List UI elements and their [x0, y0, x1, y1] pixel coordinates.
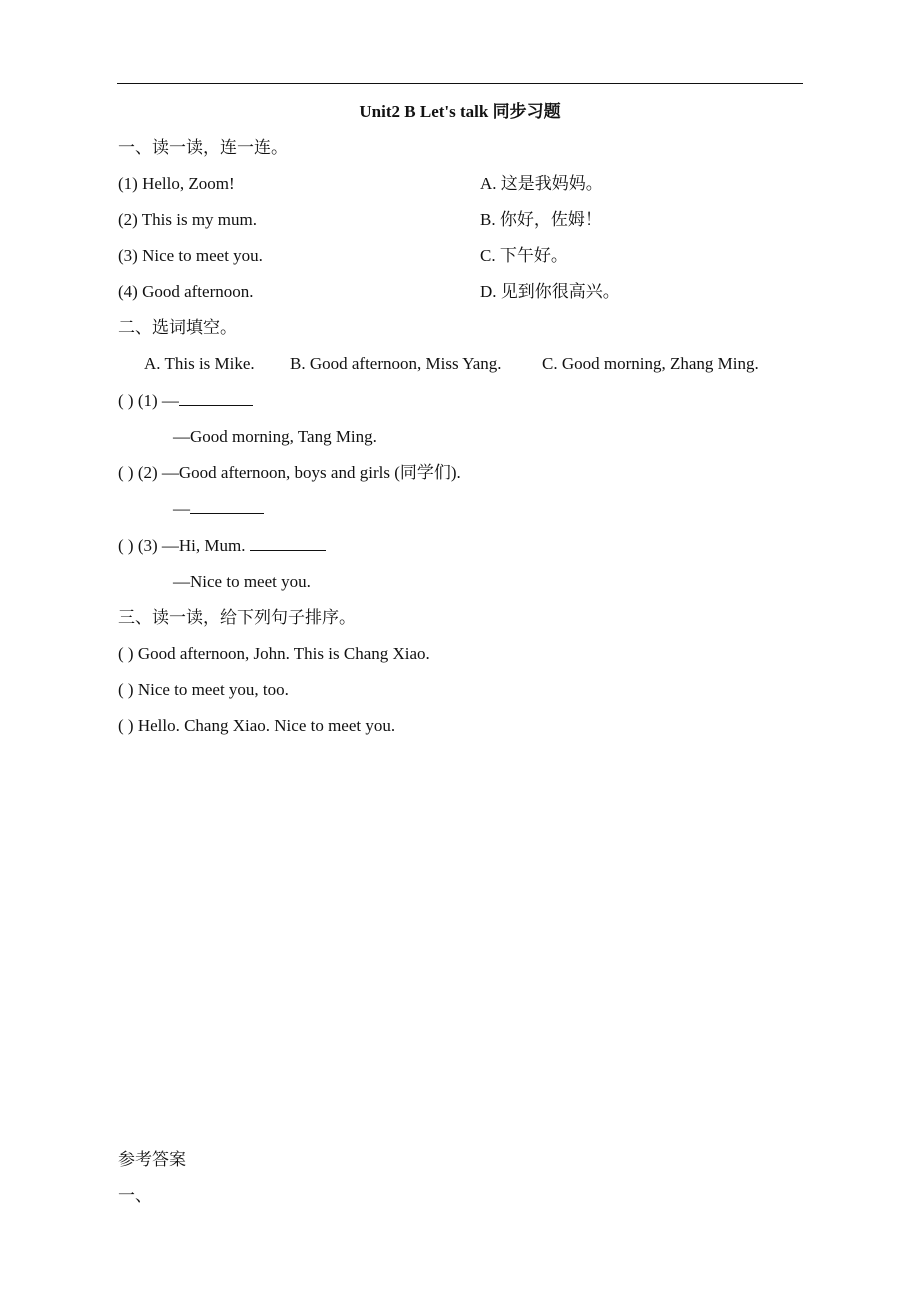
- question-2-line2: —: [173, 498, 264, 520]
- section1-heading: 一、读一读，连一连。: [118, 138, 288, 157]
- question-1-line1: ( ) (1) —: [118, 390, 253, 412]
- match-left-3: (3) Nice to meet you.: [118, 246, 263, 265]
- question-2-line1: ( ) (2) —Good afternoon, boys and girls (同学们).: [118, 463, 461, 482]
- answer-blank[interactable]: [250, 535, 326, 551]
- question-1-line2: —Good morning, Tang Ming.: [173, 427, 377, 446]
- question-3-line2: —Nice to meet you.: [173, 572, 311, 591]
- option-b: B. Good afternoon, Miss Yang.: [290, 354, 502, 373]
- header-rule: [117, 83, 803, 84]
- match-right-c: C. 下午好。: [480, 246, 568, 265]
- section2-heading: 二、选词填空。: [118, 318, 237, 337]
- question-3-line1: ( ) (3) —Hi, Mum.: [118, 535, 326, 557]
- page-title: Unit2 B Let's talk 同步习题: [359, 102, 561, 121]
- order-item-2: ( ) Nice to meet you, too.: [118, 680, 289, 699]
- order-item-3: ( ) Hello. Chang Xiao. Nice to meet you.: [118, 716, 396, 735]
- answers-heading: 参考答案: [118, 1150, 186, 1169]
- section3-heading: 三、读一读，给下列句子排序。: [118, 608, 356, 627]
- order-item-1: ( ) Good afternoon, John. This is Chang Xiao.: [118, 644, 430, 663]
- match-right-d: D. 见到你很高兴。: [480, 282, 620, 301]
- match-left-4: (4) Good afternoon.: [118, 282, 254, 301]
- answer-blank[interactable]: [179, 390, 253, 406]
- answer-blank[interactable]: [190, 498, 264, 514]
- match-right-b: B. 你好，佐姆！: [480, 210, 602, 229]
- option-a: A. This is Mike.: [144, 354, 255, 373]
- match-left-2: (2) This is my mum.: [118, 210, 257, 229]
- match-left-1: (1) Hello, Zoom!: [118, 174, 235, 193]
- match-right-a: A. 这是我妈妈。: [480, 174, 603, 193]
- answers-section1-label: 一、: [118, 1186, 152, 1205]
- option-c: C. Good morning, Zhang Ming.: [542, 354, 759, 373]
